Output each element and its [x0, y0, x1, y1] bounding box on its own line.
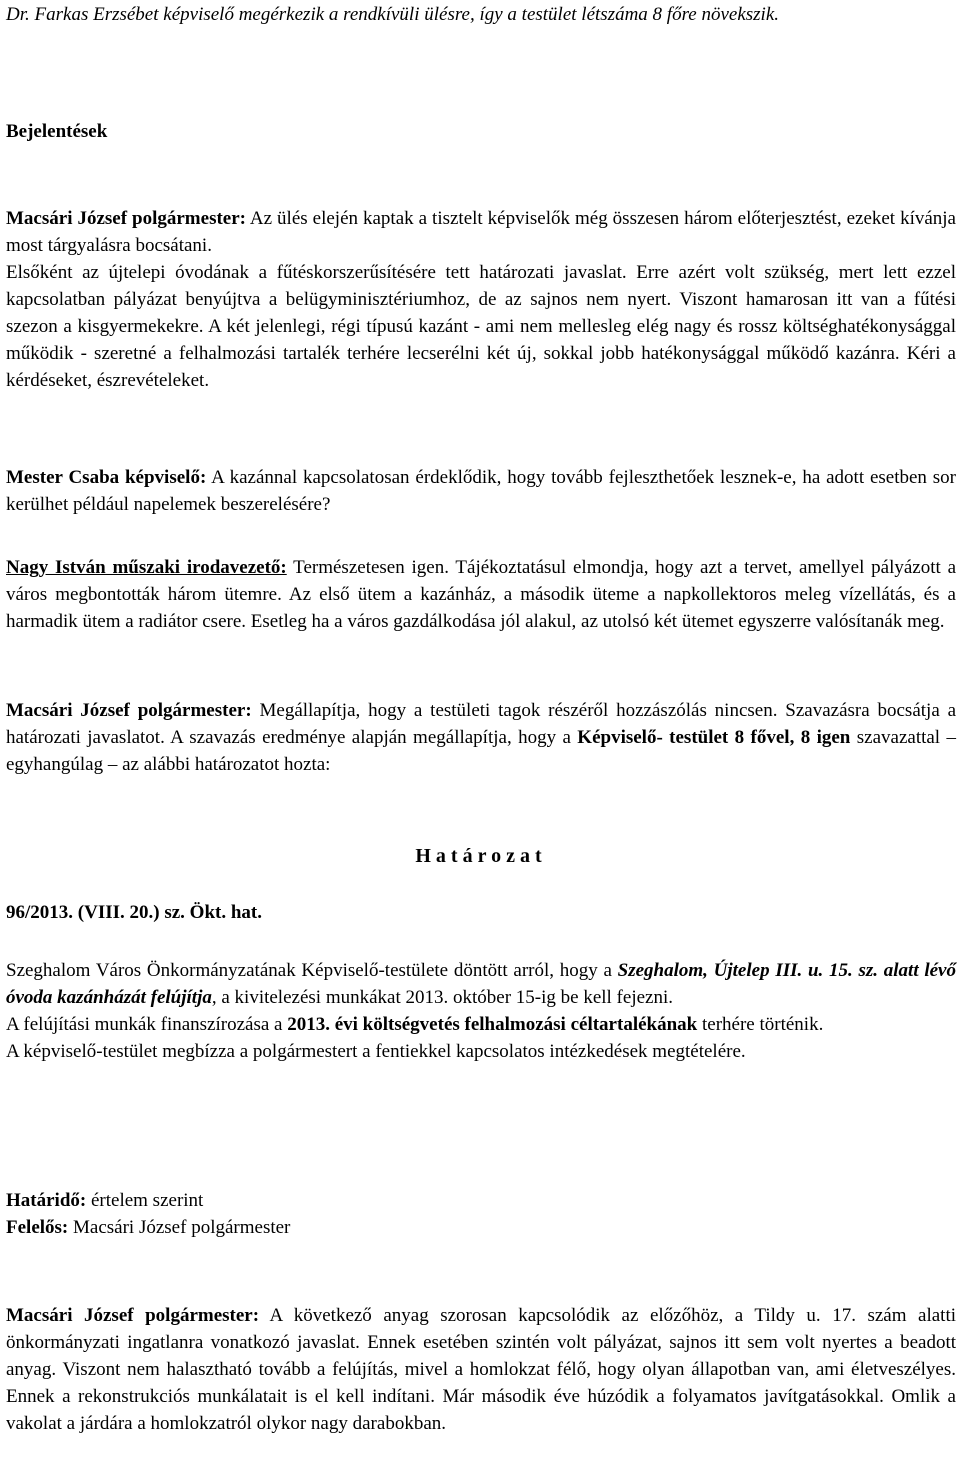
- speech-text: A kazánnal kapcsolatosan érdeklődik, hogy tovább fejleszthetőek lesznek-e, ha adott esetben sor kerülhet például napelemek beszerelésére?: [6, 467, 957, 515]
- speaker-name: Macsári József polgármester:: [6, 700, 252, 721]
- decision-subject: Szeghalom, Újtelep III. u. 15. sz. alatt lévő óvoda kazánházát felújítja: [6, 960, 956, 1008]
- speech-nagy: [6, 554, 956, 635]
- speech-mester: [6, 464, 956, 518]
- responsible-label: Felelős:: [6, 1217, 69, 1238]
- section-title: Bejelentések: [6, 121, 108, 142]
- resolution-financing: A felújítási munkák finanszírozása a 2013. évi költségvetés felhalmozási céltartalékának terhére történik.: [6, 1014, 824, 1035]
- resolution-footer: [6, 1187, 956, 1241]
- speech-macsari-3: [6, 1302, 956, 1437]
- speech-text: Természetesen igen. Tájékoztatásul elmondja, hogy azt a tervet, amellyel pályázott a város megbontották három ütemre. Az első ütem a kazánház, a második üteme a napkollektoros meleg vízellátás, és a harmadik ütem a radiátor csere. Esetleg ha a város gazdálkodása jól alakul, az utolsó két ütemet egyszerre valósítanák meg.: [6, 557, 957, 632]
- deadline-value: értelem szerint: [86, 1190, 204, 1211]
- financing-source: 2013. évi költségvetés felhalmozási céltartalékának: [287, 1014, 698, 1035]
- speech-text: A következő anyag szorosan kapcsolódik az előzőhöz, a Tildy u. 17. szám alatti önkormányzati ingatlanra vonatkozó javaslat. Ennek esetében szintén volt pályázat, sajnos itt sem volt nyertes a beadott anyag. Viszont nem halasztható tovább a felújítás, mivel a homlokzat félő, hogy olyan állapotban van, ami életveszélyes. Ennek a rekonstrukciós munkálatait is el kell indítani. Már második éve húzódik a folyamatos javítgatásokkal. Omlik a vakolat a járdára a homlokzatról olykor nagy darabokban.: [6, 1305, 957, 1434]
- deadline-line: [6, 1187, 956, 1214]
- speech-paragraph: [6, 205, 956, 259]
- deadline-label: Határidő:: [6, 1190, 87, 1211]
- resolution-body: [6, 957, 956, 1065]
- speech-macsari-1: [6, 205, 956, 394]
- speech-text: Az ülés elején kaptak a tisztelt képviselők még összesen három előterjesztést, ezeket kívánja most tárgyalásra bocsátani.: [6, 208, 956, 256]
- responsible-value: Macsári József polgármester: [68, 1217, 291, 1238]
- speaker-name: Nagy István műszaki irodavezető:: [6, 557, 287, 578]
- resolution-title: Határozat: [415, 845, 547, 867]
- intro-paragraph: Dr. Farkas Erzsébet képviselő megérkezik a rendkívüli ülésre, így a testület létszáma 8 főre növekszik.: [6, 4, 779, 25]
- speech-text: Megállapítja, hogy a testületi tagok részéről hozzászólás nincsen. Szavazásra bocsátja a határozati javaslatot. A szavazás eredménye alapján megállapítja, hogy a: [6, 700, 957, 748]
- resolution-mandate: A képviselő-testület megbízza a polgármestert a fentiekkel kapcsolatos intézkedések megtételére.: [6, 1041, 746, 1062]
- resolution-number: 96/2013. (VIII. 20.) sz. Ökt. hat.: [6, 902, 262, 923]
- vote-result: Képviselő- testület 8 fővel, 8 igen: [577, 727, 851, 748]
- speech-macsari-2: [6, 697, 956, 778]
- speech-text-end: szavazattal – egyhangúlag – az alábbi határozatot hozta:: [6, 727, 956, 775]
- responsible-line: [6, 1214, 956, 1241]
- speaker-name: Macsári József polgármester:: [6, 1305, 260, 1326]
- resolution-decision: Szeghalom Város Önkormányzatának Képviselő-testülete döntött arról, hogy a Szeghalom, Újtelep III. u. 15. sz. alatt lévő óvoda kazánházát felújítja, a kivitelezési munkákat 2013. október 15-ig be kell fejezni.: [6, 960, 956, 1008]
- speaker-name: Mester Csaba képviselő:: [6, 467, 207, 488]
- speech-paragraph-continued: Elsőként az újtelepi óvodának a fűtéskorszerűsítésére tett határozati javaslat. Erre azért volt szükség, mert lett ezzel kapcsolatban pályázat benyújtva a belügyminisztériumhoz, de az sajnos nem nyert. Viszont hamarosan itt van a fűtési szezon a kisgyermekekre. A két jelenlegi, régi típusú kazánt - ami nem mellesleg elég nagy és rossz költséghatékonysággal működik - szeretné a felhalmozási tartalék terhére lecserélni két új, sokkal jobb hatékonysággal működő kazánra. Kéri a kérdéseket, észrevételeket.: [6, 262, 956, 391]
- speaker-name: Macsári József polgármester:: [6, 208, 246, 229]
